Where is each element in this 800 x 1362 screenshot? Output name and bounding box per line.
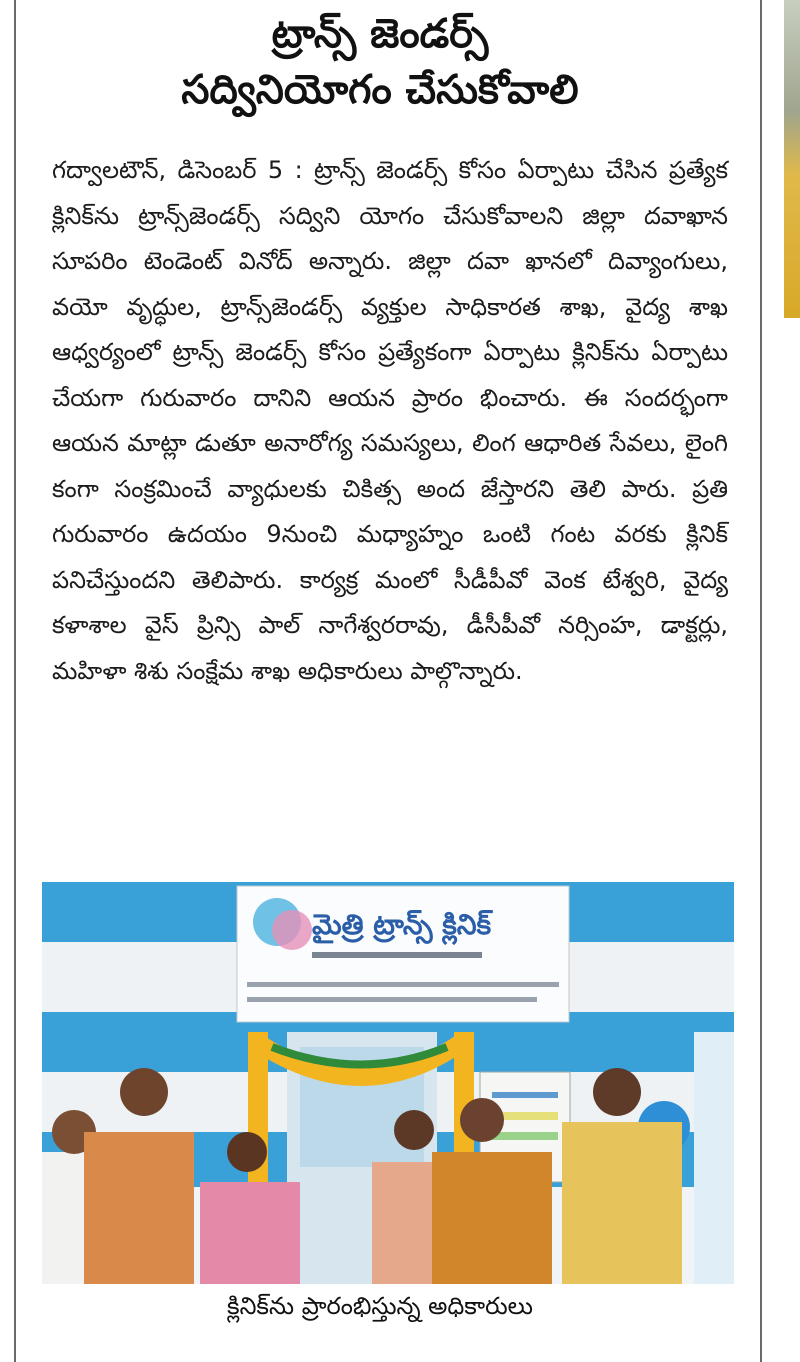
- headline-line-1: ట్రాన్స్ జెండర్స్: [271, 11, 489, 57]
- headline-line-2: సద్వినియోగం చేసుకోవాలి: [181, 67, 579, 113]
- article-photo: [42, 882, 734, 1284]
- column-divider-right: [760, 0, 762, 1362]
- banner-title: మైత్రి ట్రాన్స్ క్లినిక్: [312, 908, 492, 941]
- photo-caption: క్లినిక్‌ను ప్రారంభిస్తున్న అధికారులు: [227, 1292, 533, 1320]
- adjacent-column-photo: [784, 0, 800, 318]
- column-divider-left: [14, 0, 16, 1362]
- article-headline: [60, 6, 700, 118]
- article-body: గద్వాలటౌన్, డిసెంబర్ 5 : ట్రాన్స్ జెండర్స్ కోసం ఏర్పాటు చేసిన ప్రత్యేక క్లినిక్‌ను ట్రాన్స్‌జెండర్స్ సద్విని యోగం చేసుకోవాలని జిల్లా దవాఖాన సూపరిం టెండెంట్ వినోద్ అన్నారు. జిల్లా దవా ఖానలో దివ్యాంగులు, వయో వృద్ధుల, ట్రాన్స్‌జెండర్స్ వ్యక్తుల సాధికారత శాఖ, వైద్య శాఖ ఆధ్వర్యంలో ట్రాన్స్ జెండర్స్ కోసం ప్రత్యేకంగా ఏర్పాటు క్లినిక్‌ను ఏర్పాటు చేయగా గురువారం దానిని ఆయన ప్రారం భించారు. ఈ సందర్భంగా ఆయన మాట్లా డుతూ అనారోగ్య సమస్యలు, లింగ ఆధారిత సేవలు, లైంగి కంగా సంక్రమించే వ్యాధులకు చికిత్స అంద జేస్తారని తెలి పారు. ప్రతి గురువారం ఉదయం 9నుంచి మధ్యాహ్నం ఒంటి గంట వరకు క్లినిక్ పనిచేస్తుందని తెలిపారు. కార్యక్ర మంలో సీడీపీవో వెంక టేశ్వరి, వైద్య కళాశాల వైస్ ప్రిన్సి పాల్ నాగేశ్వరరావు, డీసీపీవో నర్సింహ, డాక్టర్లు, మహిళా శిశు సంక్షేమ శాఖ అధికారులు పాల్గొన్నారు.: [52, 156, 728, 685]
